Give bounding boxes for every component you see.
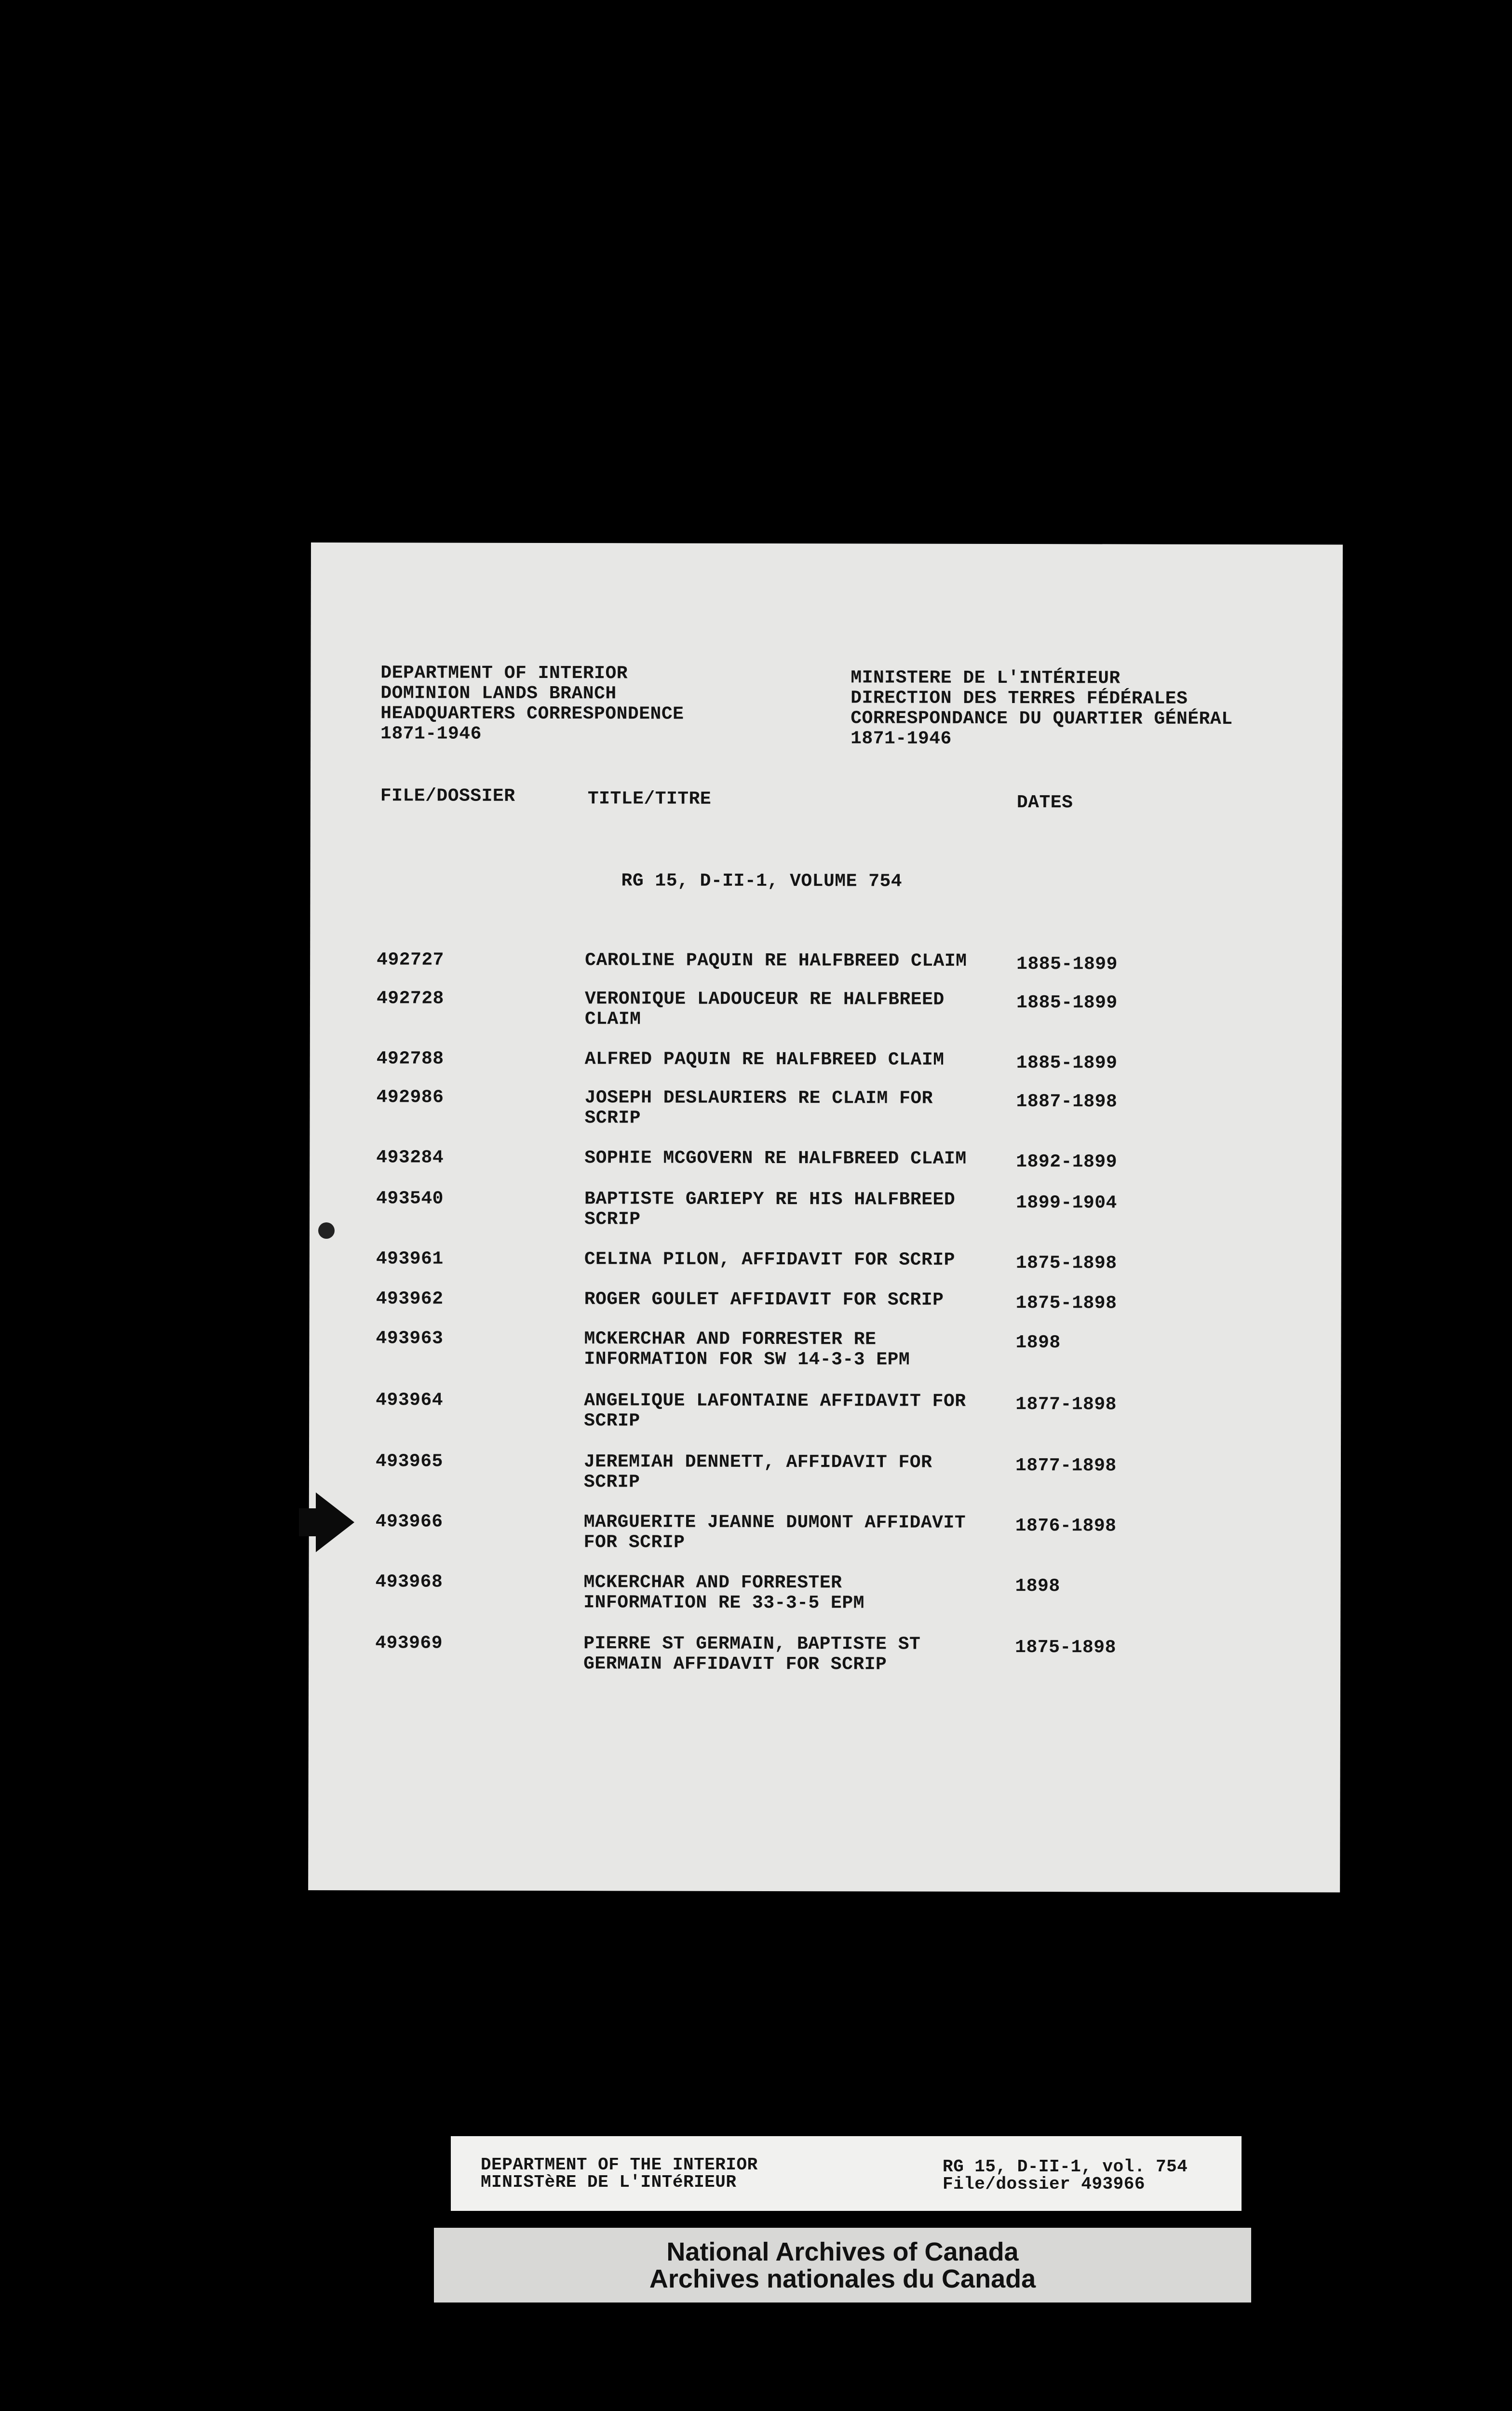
label-file-reference [943, 2158, 1188, 2193]
archives-name-en: National Archives of Canada [666, 2237, 1019, 2266]
file-dates: 1875-1898 [1015, 1637, 1116, 1658]
file-dates: 1899-1904 [1016, 1192, 1117, 1214]
file-number: 492788 [376, 1048, 444, 1070]
table-row [309, 1390, 1341, 1440]
file-number: 493540 [376, 1188, 444, 1209]
file-dates: 1875-1898 [1015, 1293, 1117, 1314]
file-number: 492986 [376, 1087, 444, 1108]
header-french-line: MINISTERE DE L'INTÉRIEUR [850, 667, 1120, 689]
file-title: ROGER GOULET AFFIDAVIT FOR SCRIP [584, 1289, 944, 1311]
file-dates: 1885-1899 [1016, 1053, 1118, 1074]
file-number: 493961 [376, 1248, 444, 1270]
label-department [481, 2156, 758, 2191]
table-row [310, 1087, 1341, 1138]
document-page [308, 542, 1343, 1892]
header-french-line: 1871-1946 [850, 728, 952, 749]
header-english-line: DOMINION LANDS BRANCH [380, 683, 617, 704]
file-number: 493966 [375, 1511, 443, 1532]
file-dates: 1885-1899 [1016, 954, 1118, 975]
file-dates: 1885-1899 [1016, 992, 1118, 1014]
pointer-arrow-icon [316, 1492, 354, 1552]
column-header-title: TITLE/TITRE [587, 788, 712, 810]
file-title: CAROLINE PAQUIN RE HALFBREED CLAIM [585, 950, 967, 972]
file-title: SOPHIE MCGOVERN RE HALFBREED CLAIM [584, 1148, 967, 1169]
file-dates: 1877-1898 [1015, 1394, 1117, 1415]
pointer-arrow-shaft [299, 1508, 318, 1536]
column-header-dates: DATES [1016, 792, 1073, 813]
reference-label [451, 2136, 1242, 2211]
file-number: 493963 [376, 1328, 444, 1349]
file-number: 493969 [375, 1633, 443, 1654]
file-dates: 1898 [1015, 1576, 1060, 1597]
file-title: VERONIQUE LADOUCEUR RE HALFBREED CLAIM [584, 989, 945, 1030]
file-title: MARGUERITE JEANNE DUMONT AFFIDAVIT FOR SCRIP [583, 1512, 966, 1553]
table-row [309, 1633, 1340, 1683]
header-french-line: CORRESPONDANCE DU QUARTIER GÉNÉRAL [850, 708, 1233, 730]
table-row [309, 1328, 1341, 1379]
label-department-en: DEPARTMENT OF THE INTERIOR [481, 2155, 758, 2175]
file-title: JOSEPH DESLAURIERS RE CLAIM FOR SCRIP [584, 1087, 933, 1129]
table-row [310, 1189, 1341, 1239]
file-number: 493962 [376, 1288, 444, 1310]
header-french-line: DIRECTION DES TERRES FÉDÉRALES [850, 688, 1188, 709]
file-dates: 1877-1898 [1015, 1455, 1117, 1476]
file-number: 493968 [375, 1571, 443, 1593]
table-row [310, 989, 1342, 1039]
column-header-file: FILE/DOSSIER [380, 786, 515, 807]
file-title: CELINA PILON, AFFIDAVIT FOR SCRIP [584, 1249, 955, 1271]
file-title: MCKERCHAR AND FORRESTER INFORMATION RE 33-3-5 EPM [583, 1572, 865, 1614]
file-number: 493964 [376, 1390, 444, 1411]
ink-mark [318, 1222, 335, 1239]
header-english-line: DEPARTMENT OF INTERIOR [380, 663, 628, 684]
label-volume: RG 15, D-II-1, vol. 754 [943, 2157, 1188, 2177]
header-english [380, 663, 684, 745]
file-title: ANGELIQUE LAFONTAINE AFFIDAVIT FOR SCRIP [584, 1390, 966, 1432]
file-dates: 1892-1899 [1016, 1151, 1118, 1173]
file-dates: 1876-1898 [1015, 1516, 1117, 1537]
header-english-line: 1871-1946 [380, 723, 482, 745]
file-title: JEREMIAH DENNETT, AFFIDAVIT FOR SCRIP [583, 1451, 932, 1493]
file-number: 492727 [377, 949, 445, 971]
table-row [309, 1512, 1341, 1562]
file-number: 492728 [376, 988, 444, 1009]
archives-banner [434, 2228, 1251, 2303]
file-title: MCKERCHAR AND FORRESTER RE INFORMATION FOR SW 14-3-3 EPM [584, 1328, 910, 1370]
file-dates: 1898 [1015, 1332, 1061, 1354]
header-english-line: HEADQUARTERS CORRESPONDENCE [380, 703, 684, 725]
file-title: PIERRE ST GERMAIN, BAPTISTE ST GERMAIN AFFIDAVIT FOR SCRIP [583, 1633, 921, 1675]
volume-reference: RG 15, D-II-1, VOLUME 754 [621, 870, 903, 892]
file-dates: 1887-1898 [1016, 1091, 1118, 1112]
label-file-number: File/dossier 493966 [943, 2174, 1145, 2194]
label-department-fr: MINISTèRE DE L'INTéRIEUR [481, 2172, 737, 2192]
file-number: 493965 [375, 1451, 443, 1472]
file-number: 493284 [376, 1147, 444, 1168]
file-title: ALFRED PAQUIN RE HALFBREED CLAIM [584, 1049, 945, 1070]
file-title: BAPTISTE GARIEPY RE HIS HALFBREED SCRIP [584, 1189, 956, 1230]
table-row [309, 1572, 1340, 1622]
archives-name-fr: Archives nationales du Canada [649, 2264, 1036, 2293]
file-dates: 1875-1898 [1015, 1253, 1117, 1274]
table-row [309, 1451, 1341, 1502]
header-french [850, 668, 1233, 750]
